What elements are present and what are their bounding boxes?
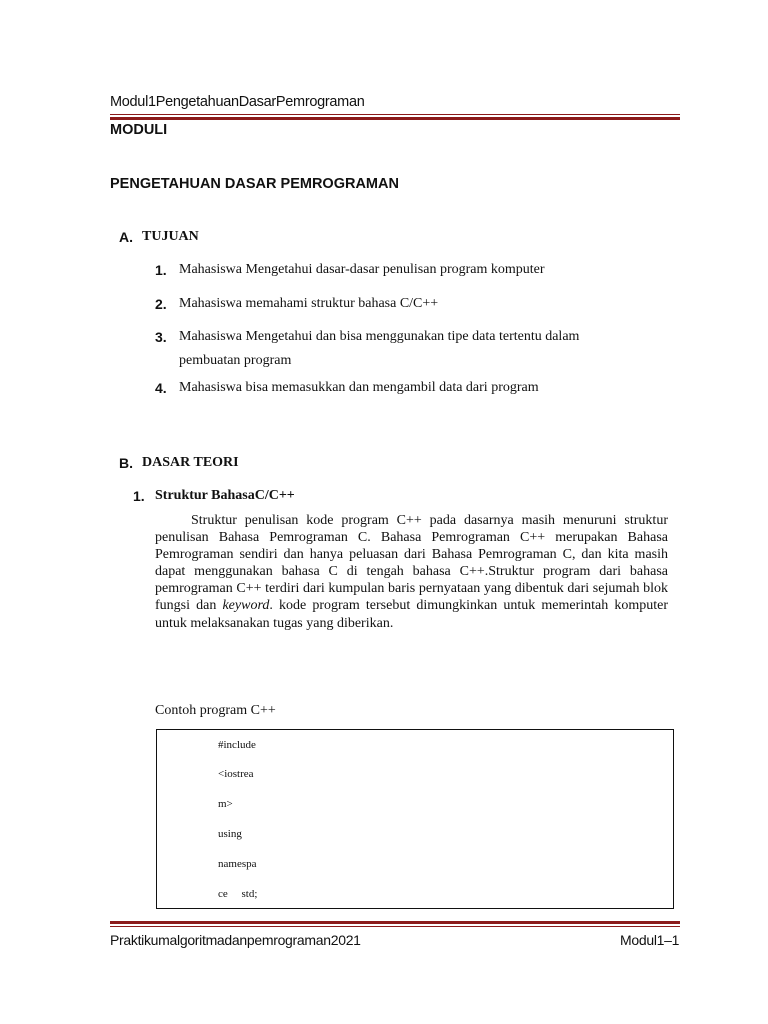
body-paragraph bbox=[155, 512, 668, 632]
subsection-number: 1. bbox=[133, 488, 145, 504]
section-b-letter: B. bbox=[119, 455, 133, 471]
list-item-number: 1. bbox=[155, 262, 167, 278]
list-item-continuation: pembuatan program bbox=[179, 353, 292, 368]
footer-rule-thick bbox=[110, 921, 680, 924]
section-b-title: DASAR TEORI bbox=[142, 455, 239, 470]
list-item-number: 4. bbox=[155, 380, 167, 396]
list-item: Mahasiswa Mengetahui dasar-dasar penulisan program komputer bbox=[179, 262, 545, 277]
list-item-number: 2. bbox=[155, 296, 167, 312]
list-item: Mahasiswa bisa memasukkan dan mengambil data dari program bbox=[179, 380, 539, 395]
paragraph-text-end: . kode program tersebut dimungkinkan untuk memerintah komputer untuk melaksanakan tugas yang diberikan. bbox=[155, 598, 669, 631]
code-line: namespa bbox=[218, 858, 257, 870]
code-line: #include bbox=[218, 739, 256, 751]
footer-course: Praktikumalgoritmadanpemrograman2021 bbox=[110, 932, 361, 948]
code-line: m> bbox=[218, 798, 233, 810]
section-a-letter: A. bbox=[119, 229, 133, 245]
page-title: PENGETAHUAN DASAR PEMROGRAMAN bbox=[110, 176, 399, 192]
running-header: Modul1PengetahuanDasarPemrograman bbox=[110, 94, 365, 110]
example-label: Contoh program C++ bbox=[155, 703, 276, 718]
section-a-title: TUJUAN bbox=[142, 229, 199, 244]
page-number: Modul1–1 bbox=[620, 932, 680, 948]
code-line: <iostrea bbox=[218, 768, 254, 780]
footer-rule-thin bbox=[110, 926, 680, 927]
module-label: MODULI bbox=[110, 122, 168, 138]
code-box bbox=[156, 729, 674, 909]
subsection-title: Struktur BahasaC/C++ bbox=[155, 488, 295, 503]
paragraph-text: Struktur penulisan kode program C++ pada dasarnya masih menuruni struktur penulisan Bahasa Pemrograman C. Bahasa Pemrograman C++ merupakan Bahasa Pemrograman sendiri dan hanya peluasan dari Bahasa Pemrograman C, dan kita masih dapat menggunakan bahasa C di tengah bahasa C++.Struktur program dari bahasa pemrograman C++ terdiri dari kumpulan baris pernyataan yang dibentuk dari sejumah blok fungsi dan bbox=[155, 513, 668, 614]
header-rule-thick bbox=[110, 117, 680, 120]
code-line: ce std; bbox=[218, 888, 258, 900]
list-item-number: 3. bbox=[155, 329, 167, 345]
header-rule-thin bbox=[110, 114, 680, 115]
paragraph-emphasis: keyword bbox=[222, 598, 270, 614]
list-item: Mahasiswa Mengetahui dan bisa menggunakan tipe data tertentu dalam bbox=[179, 329, 580, 344]
code-line: using bbox=[218, 828, 242, 840]
list-item: Mahasiswa memahami struktur bahasa C/C++ bbox=[179, 296, 439, 311]
